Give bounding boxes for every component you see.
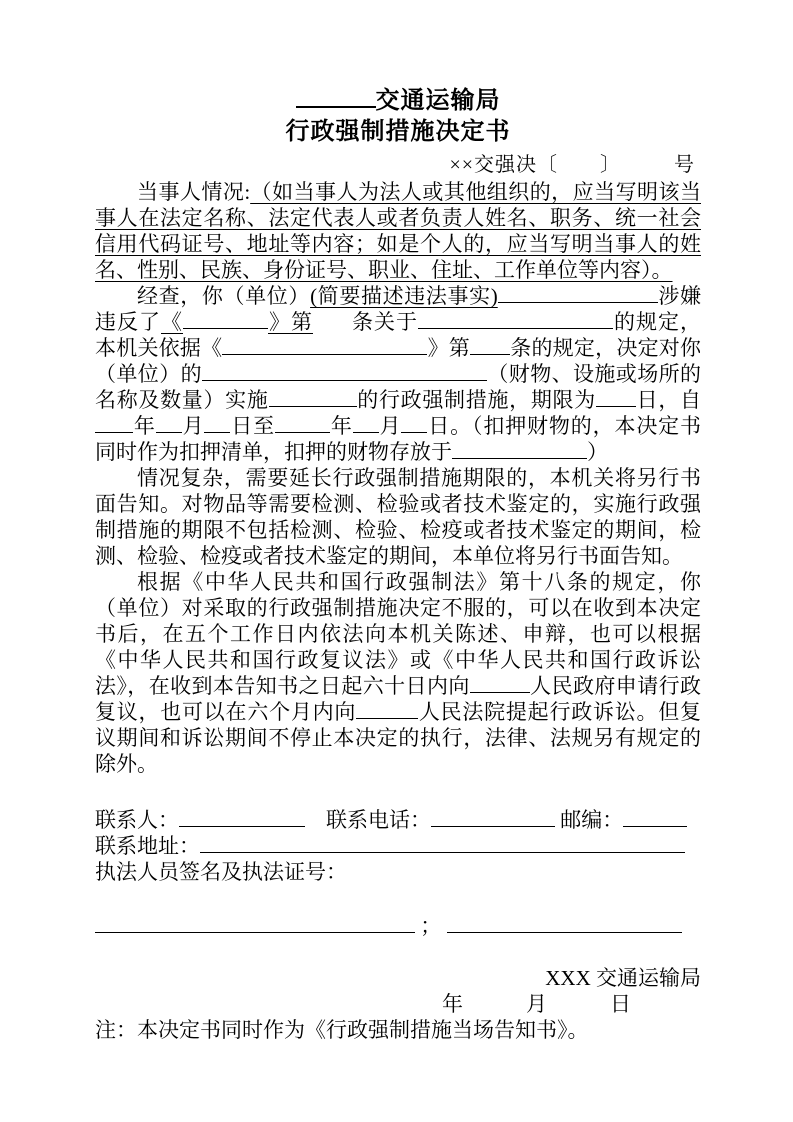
text-segment: XXX 交通运输局 bbox=[545, 966, 701, 990]
text-segment: 注：本决定书同时作为《行政强制措施当场告知书》。 bbox=[95, 1018, 589, 1042]
document-body bbox=[95, 179, 701, 1043]
text-segment: 涉嫌违反了 bbox=[95, 284, 701, 334]
text-segment: 人民法院提起行政诉讼。但复议期间和诉讼期间不停止本决定的执行，法律、法规另有规定的除外。 bbox=[95, 700, 702, 776]
storage-location-blank[interactable] bbox=[452, 441, 587, 459]
text-segment: (简要描述违法事实) bbox=[310, 284, 498, 308]
basis-law-name-blank[interactable] bbox=[222, 337, 427, 355]
officer-signature-blank-1[interactable] bbox=[95, 915, 415, 933]
start-day-blank[interactable] bbox=[204, 415, 230, 433]
text-segment: 月 bbox=[181, 414, 205, 438]
text-segment: 邮编： bbox=[560, 808, 624, 832]
text-segment bbox=[305, 808, 326, 832]
property-name-blank[interactable] bbox=[202, 363, 487, 381]
text-segment: 》第 bbox=[268, 310, 313, 334]
text-segment: 日。（扣押财物的，本决定书同时作为扣押清单，扣押的财物存放于 bbox=[95, 414, 702, 464]
contact-phone-blank[interactable] bbox=[431, 809, 555, 827]
contact-line bbox=[95, 807, 701, 833]
officer-signature-label-line bbox=[95, 859, 701, 885]
provision-content-blank[interactable] bbox=[418, 311, 613, 329]
end-year-blank[interactable] bbox=[275, 415, 330, 433]
org-name-blank[interactable] bbox=[296, 87, 376, 108]
start-year-blank[interactable] bbox=[95, 415, 133, 433]
text-segment: （财物、设施或场所的名称及数量）实施 bbox=[95, 362, 701, 412]
officer-signature-line bbox=[95, 913, 701, 939]
basis-article-number-blank[interactable] bbox=[470, 337, 510, 355]
end-day-blank[interactable] bbox=[401, 415, 427, 433]
issuing-date-line bbox=[95, 991, 701, 1017]
text-segment: 情况复杂，需要延长行政强制措施期限的，本机关将另行书面告知。对物品等需要检测、检验或者技术鉴定的，实施行政强制措施的期限不包括检测、检验、检疫或者技术鉴定的期间，检测、检验、检疫或者技术鉴定的期间，本单位将另行书面告知。 bbox=[95, 466, 701, 568]
court-name-blank[interactable] bbox=[356, 701, 418, 719]
contact-person-blank[interactable] bbox=[179, 809, 305, 827]
text-segment: 》第 bbox=[427, 336, 471, 360]
rights-notice-paragraph bbox=[95, 569, 701, 777]
facts-and-decision-paragraph bbox=[95, 283, 701, 465]
text-segment: 联系地址： bbox=[95, 834, 200, 858]
text-segment: ） bbox=[587, 440, 608, 464]
document-title: 行政强制措施决定书 bbox=[285, 119, 511, 145]
text-segment: 年 bbox=[133, 414, 156, 438]
contact-address-line bbox=[95, 833, 701, 859]
org-title-text: 交通运输局 bbox=[375, 88, 501, 114]
text-segment: 经查，你（单位） bbox=[137, 284, 311, 308]
text-segment: 年 bbox=[330, 414, 353, 438]
extension-notice-paragraph bbox=[95, 465, 701, 569]
text-segment: 的规定，本机关依据《 bbox=[95, 310, 701, 360]
text-segment: （如当事人为法人或其他组织的，应当写明该当事人在法定名称、法定代表人或者负责人姓名、职务、统一社会信用代码证号、地址等内容；如是个人的，应当写明当事人的姓名、性别、民族、身份证号、职业、住址、工作单位等内容）。 bbox=[95, 180, 701, 282]
postal-code-blank[interactable] bbox=[623, 809, 687, 827]
text-segment: 《 bbox=[161, 310, 183, 334]
measure-type-blank[interactable] bbox=[269, 389, 357, 407]
text-segment: 联系电话： bbox=[326, 808, 431, 832]
contact-address-blank[interactable] bbox=[200, 835, 685, 853]
text-segment: 的行政强制措施，期限为 bbox=[356, 388, 596, 412]
text-segment: 执法人员签名及执法证号： bbox=[95, 860, 347, 884]
text-segment: 当事人情况: bbox=[137, 180, 251, 204]
document-org-title bbox=[95, 86, 701, 117]
text-segment: 联系人： bbox=[95, 808, 179, 832]
issuing-org-signature bbox=[95, 965, 701, 991]
text-segment: 日，自 bbox=[635, 388, 702, 412]
illegal-facts-blank[interactable] bbox=[498, 285, 658, 303]
period-days-blank[interactable] bbox=[596, 389, 636, 407]
document-number: ××交强决〔 〕 号 bbox=[449, 154, 695, 176]
text-segment: 人民政府申请行政复议，也可以在六个月内向 bbox=[95, 674, 702, 724]
party-info-paragraph bbox=[95, 179, 701, 283]
text-segment: 月 bbox=[378, 414, 402, 438]
text-segment: ； bbox=[415, 914, 447, 938]
officer-signature-blank-2[interactable] bbox=[447, 915, 682, 933]
violated-article-number-blank[interactable] bbox=[313, 312, 351, 329]
end-month-blank[interactable] bbox=[353, 415, 379, 433]
review-government-blank[interactable] bbox=[470, 675, 530, 693]
text-segment: 条的规定，决定对你（单位）的 bbox=[95, 336, 702, 386]
text-segment: 日至 bbox=[230, 414, 275, 438]
footnote bbox=[95, 1017, 701, 1043]
text-segment: 条关于 bbox=[351, 310, 418, 334]
start-month-blank[interactable] bbox=[156, 415, 182, 433]
text-segment: 年 月 日 bbox=[442, 992, 631, 1016]
violated-law-name-blank[interactable] bbox=[183, 311, 268, 329]
text-segment: 根据《中华人民共和国行政强制法》第十八条的规定，你（单位）对采取的行政强制措施决定不服的，可以在收到本决定书后，在五个工作日内依法向本机关陈述、申辩，也可以根据《中华人民共和国行政复议法》或《中华人民共和国行政诉讼法》，在收到本告知书之日起六十日内向 bbox=[95, 570, 701, 698]
